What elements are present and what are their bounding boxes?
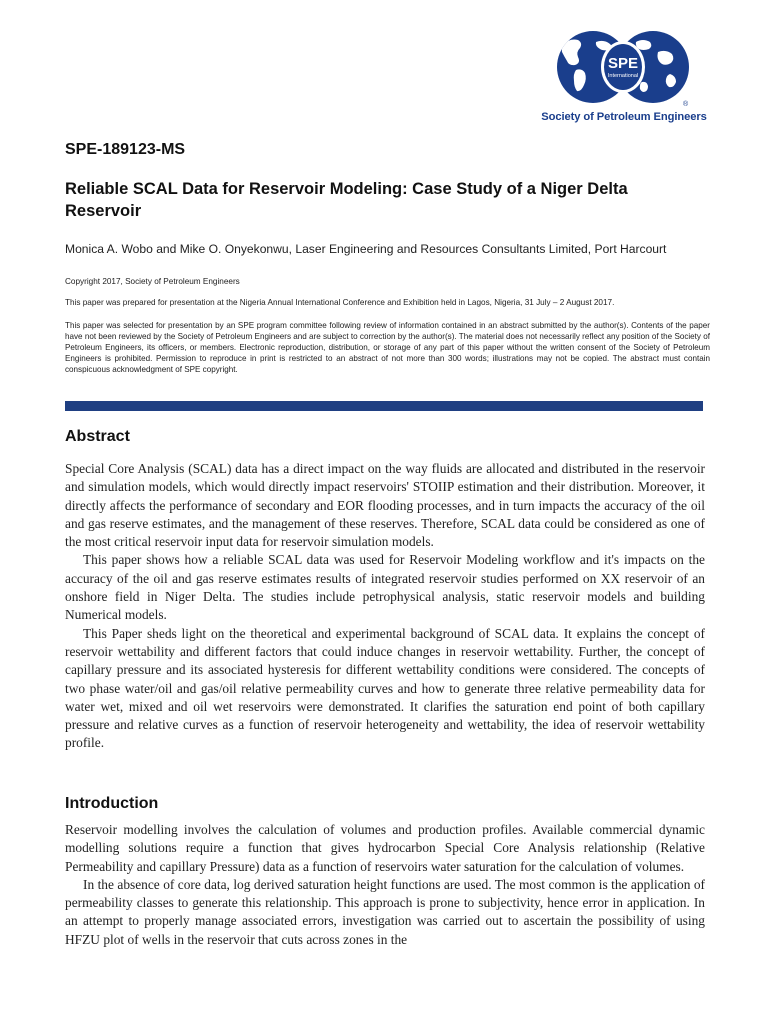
abstract-body bbox=[65, 460, 705, 753]
abstract-paragraph: This paper shows how a reliable SCAL data was used for Reservoir Modeling workflow and it's impacts on the accuracy of the oil and gas reserve estimates results of integrated reservoir studies performed on XX reservoir of an onshore field in Niger Delta. The studies include petrophysical analysis, static reservoir models and building Numerical models. bbox=[65, 552, 705, 623]
registered-mark: ® bbox=[683, 101, 689, 108]
logo-abbr: SPE bbox=[607, 55, 639, 72]
presentation-notice: This paper was prepared for presentation at the Nigeria Annual International Conference and Exhibition held in Lagos, Nigeria, 31 July – 2 August 2017. bbox=[65, 298, 615, 307]
section-divider bbox=[65, 401, 703, 411]
spe-globe-icon bbox=[538, 30, 708, 112]
abstract-paragraph: This Paper sheds light on the theoretical and experimental background of SCAL data. It explains the concept of reservoir wettability and different factors that could induce changes in reservoir wettability. Further, the concept of capillary pressure and its associated hysteresis for different wettability conditions were considered. The concepts of two phase water/oil and gas/oil relative permeability curves and how to generate three relative permeability data for water wet, mixed and oil wet reservoirs were demonstrated. It clarifies the saturation end point of both capillary pressure and relative curves as a function of reservoir heterogeneity and wettability, the idea of reservoir wettability profile. bbox=[65, 625, 705, 751]
paper-title: Reliable SCAL Data for Reservoir Modeling: Case Study of a Niger Delta Reservoir bbox=[65, 180, 628, 220]
introduction-paragraph: Reservoir modelling involves the calculation of volumes and production profiles. Available commercial dynamic modelling solutions require a function that gives hydrocarbon Special Core Analysis relationship (Relative Permeability and capillary Pressure) data as a function of reservoirs water saturation for the calculation of volumes. bbox=[65, 822, 705, 874]
paper-id: SPE-189123-MS bbox=[65, 141, 186, 158]
copyright-notice: Copyright 2017, Society of Petroleum Engineers bbox=[65, 277, 240, 286]
logo-sub: International bbox=[607, 73, 639, 79]
abstract-heading: Abstract bbox=[65, 428, 130, 445]
disclaimer-text: This paper was selected for presentation by an SPE program committee following review of information contained in an abstract submitted by the author(s). Contents of the paper have not been reviewed by the Society of Petroleum Engineers and are subject to correction by the author(s). The material does not necessarily reflect any position of the Society of Petroleum Engineers, its officers, or members. Electronic reproduction, distribution, or storage of any part of this paper without the written consent of the Society of Petroleum Engineers is prohibited. Permission to reproduce in print is restricted to an abstract of not more than 300 words; illustrations may not be copied. The abstract must contain conspicuous acknowledgment of SPE copyright. bbox=[65, 321, 710, 374]
introduction-body bbox=[65, 821, 705, 949]
authors-line: Monica A. Wobo and Mike O. Onyekonwu, Laser Engineering and Resources Consultants Limited, Port Harcourt bbox=[65, 242, 667, 256]
introduction-paragraph: In the absence of core data, log derived saturation height functions are used. The most common is the application of permeability classes to generate this relationship. This approach is prone to subjectivity, hence error in application. In an attempt to properly manage associated errors, investigation was carried out to ascertain the possibility of using HFZU plot of wells in the reservoir that cuts across zones in the bbox=[65, 876, 705, 947]
logo-org-name: Society of Petroleum Engineers bbox=[541, 111, 707, 123]
introduction-heading: Introduction bbox=[65, 795, 159, 812]
abstract-paragraph: Special Core Analysis (SCAL) data has a direct impact on the way fluids are allocated and distributed in the reservoir and simulation models, which would directly impact reservoirs' STOIIP estimation and their distribution. Moreover, it directly affects the performance of secondary and EOR flooding processes, and in turn impacts the accuracy of the oil and gas reserve estimates, and the management of these reserves. Therefore, SCAL data could be considered as one of the most critical reservoir input data for reservoir simulation models. bbox=[65, 461, 705, 550]
spe-logo bbox=[538, 30, 708, 125]
